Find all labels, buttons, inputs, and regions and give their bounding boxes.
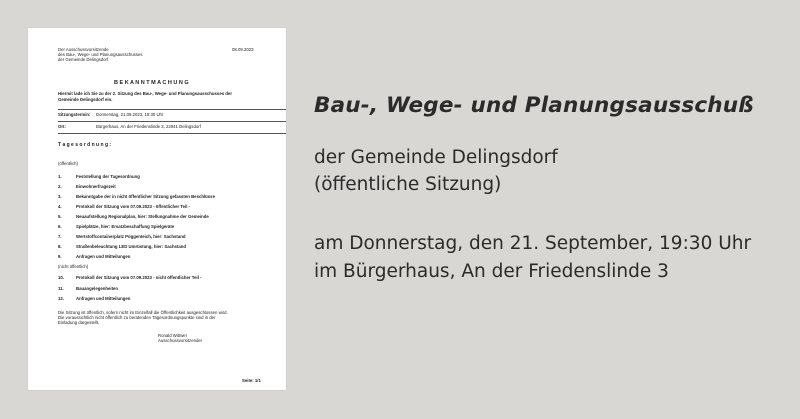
intro-line-2: Gemeinde Delingsdorf ein. [58,97,113,102]
agenda-item-text: Wertstoffcontainerplatz Poggenteich, hier: Sachstand [76,234,186,239]
agenda-item-text: Straßenbeleuchtung LED Umrüstung, hier: Sachstand [76,244,187,249]
agenda-item-text: Anfragen und Mitteilungen [76,296,131,301]
page-number: Seite: 1/1 [242,378,261,383]
divider [58,109,286,110]
agenda-item-text: Einwohnerfragezeit [76,184,116,189]
intro-line-1: Hiermit lade ich Sie zu der 2. Sitzung des Bau-, Wege- und Planungsausschusses der [58,91,232,96]
session-type-line: (öffentliche Sitzung) [314,174,502,195]
agenda-item-number: 5. [58,214,62,219]
meeting-value: Donnerstag, 21.09.2023, 19:30 Uhr [96,112,164,117]
agenda-item-text: Bekanntgabe der in nicht öffentlicher Sitzung gefassten Beschlüsse [76,194,215,199]
meeting-label: Sitzungstermin: [58,112,91,117]
agenda-item-number: 3. [58,194,62,199]
agenda-item-number: 7. [58,234,62,239]
nonpublic-label: (nicht öffentlich) [58,264,89,269]
date-time-line: am Donnerstag, den 21. September, 19:30 Uhr [314,233,752,254]
document-date: 08.09.2023 [232,47,254,52]
place-label: Ort: [58,124,66,129]
agenda-item-text: Protokoll der Sitzung vom 07.09.2023 - öffentlicher Teil - [76,204,191,209]
footer-line-2: Die voraussichtlich nicht öffentlich zu beratenden Tagesordnungspunkte sind in der [58,315,216,320]
agenda-item-number: 10. [58,275,64,280]
committee-title: Bau-, Wege- und Planungsausschuß [314,93,754,118]
agenda-item-text: Spielplätze, hier: Ersatzbeschaffung Spielgeräte [76,224,175,229]
sender-line-3: der Gemeinde Delingsdorf [58,57,109,62]
agenda-heading: T a g e s o r d n u n g : [58,142,112,148]
agenda-item-text: Neuaufstellung Regionalplan, hier: Stellungnahme der Gemeinde [76,214,209,219]
agenda-item-text: Protokoll der Sitzung vom 07.09.2023 - nicht öffentlicher Teil - [76,275,202,280]
agenda-item-number: 9. [58,254,62,259]
public-label: (öffentlich) [58,161,78,166]
agenda-item-text: Anfragen und Mitteilungen [76,254,131,259]
place-value: Bürgerhaus, An der Friedenslinde 3, 22941 Delingsdorf [96,124,201,129]
agenda-item-number: 2. [58,184,62,189]
agenda-item-number: 1. [58,174,62,179]
agenda-item-number: 12. [58,296,64,301]
municipality-line: der Gemeinde Delingsdorf [314,147,558,168]
location-line: im Bürgerhaus, An der Friedenslinde 3 [314,261,669,282]
divider [58,133,286,134]
footer-line-3: Einladung dargestellt. [58,320,100,325]
document-title: B E K A N N T M A C H U N G [114,80,189,86]
agenda-item-text: Feststellung der Tagesordnung [76,174,140,179]
agenda-item-number: 4. [58,204,62,209]
sender-line-2: des Bau-, Wege- und Planungsausschusses [58,52,143,57]
invitation-document [28,28,286,390]
announcement-panel [314,0,784,419]
footer-line-1: Die Sitzung ist öffentlich, sofern nicht im Einzelfall die Öffentlichkeit ausgeschlossen wird. [58,310,228,315]
agenda-item-number: 6. [58,224,62,229]
agenda-item-number: 8. [58,244,62,249]
divider [58,121,286,122]
agenda-item-text: Bauangelegenheiten [76,286,119,291]
agenda-item-number: 11. [58,286,64,291]
sender-line-1: Der Ausschussvorsitzende [58,47,109,52]
signature-role: Ausschussvorsitzender [158,338,203,343]
signature-name: Ronald Wittwer [158,333,188,338]
